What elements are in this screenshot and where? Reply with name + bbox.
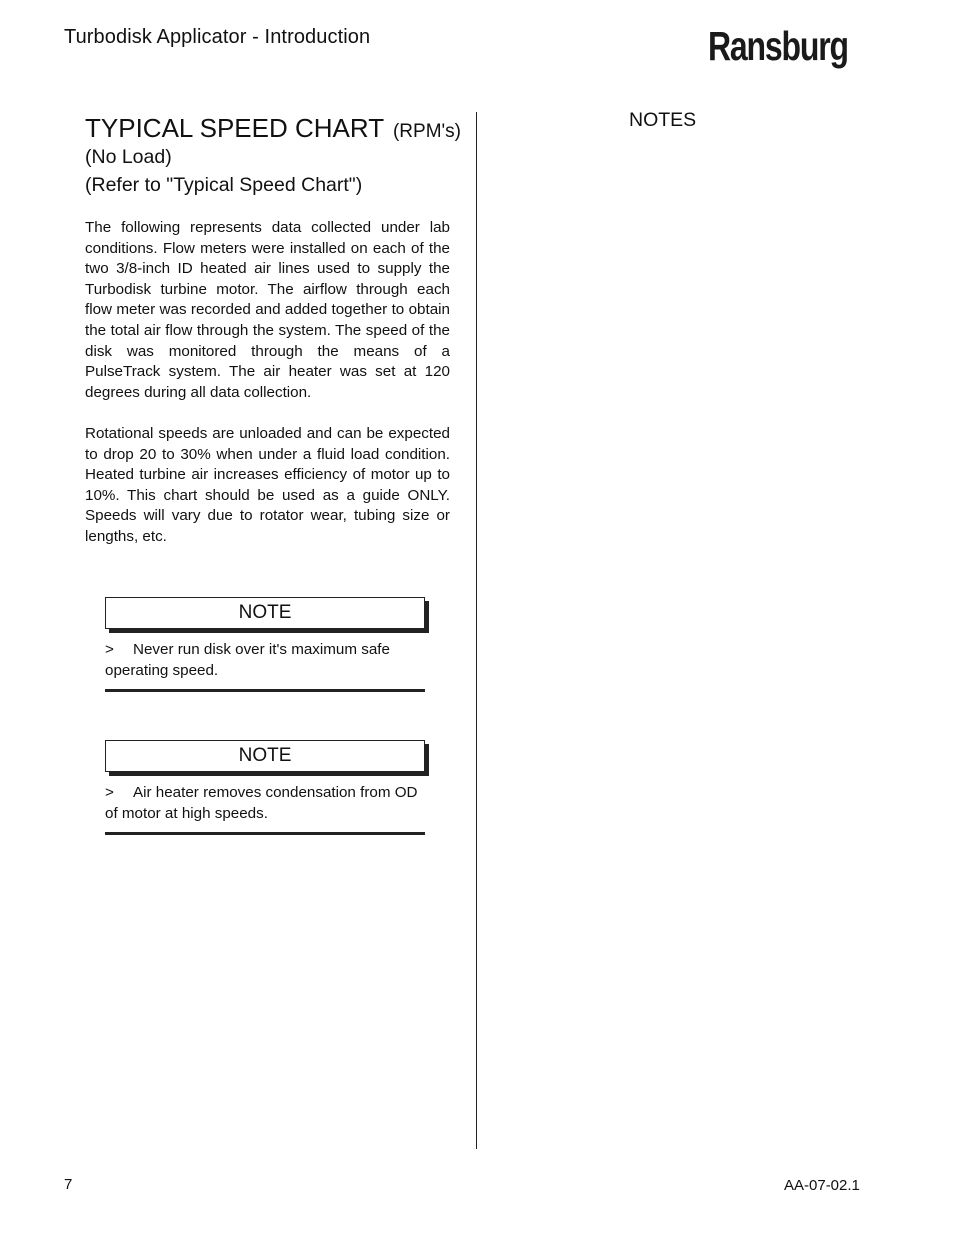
note-header: NOTE: [105, 597, 425, 629]
note-body: Never run disk over it's maximum safe operating speed.: [105, 641, 390, 679]
document-code: AA-07-02.1: [784, 1177, 860, 1194]
note-rule: [105, 689, 425, 692]
column-divider: [476, 112, 477, 1149]
note-header: NOTE: [105, 740, 425, 772]
header-title: Turbodisk Applicator - Introduction: [64, 26, 371, 48]
note-text: [105, 639, 425, 681]
intro-paragraph: The following represents data collected under lab conditions. Flow meters were installed on each of the two 3/8-inch ID heated air lines used to supply the Turbodisk turbine motor. The airflow through each flow meter was recorded and added together to obtain the total air flow through the system. The speed of the disk was monitored through the means of a PulseTrack system. The air heater was set at 120 degrees during all data collection.: [85, 219, 450, 401]
section-title-main: TYPICAL SPEED CHART: [85, 113, 385, 143]
ransburg-logo: Ransburg: [708, 23, 848, 69]
notes-heading: NOTES: [629, 109, 697, 131]
speed-paragraph: Rotational speeds are unloaded and can be expected to drop 20 to 30% when under a fluid load condition. Heated turbine air increases efficiency of motor up to 10%. This chart should be used as a guide ONLY. Speeds will vary due to rotator wear, tubing size or lengths, etc.: [85, 425, 450, 545]
note-marker: >: [105, 641, 114, 658]
note-box: [105, 740, 425, 835]
note-box: [105, 597, 425, 692]
note-body: Air heater removes condensation from OD of motor at high speeds.: [105, 784, 418, 822]
section-title-unit: (RPM's): [392, 121, 461, 142]
note-text: [105, 782, 425, 824]
note-rule: [105, 832, 425, 835]
page-number: 7: [64, 1176, 73, 1193]
note-marker: >: [105, 784, 114, 801]
section-title: [85, 107, 461, 145]
subtitle-no-load: (No Load): [85, 146, 172, 168]
subtitle-reference: (Refer to "Typical Speed Chart"): [85, 174, 363, 196]
